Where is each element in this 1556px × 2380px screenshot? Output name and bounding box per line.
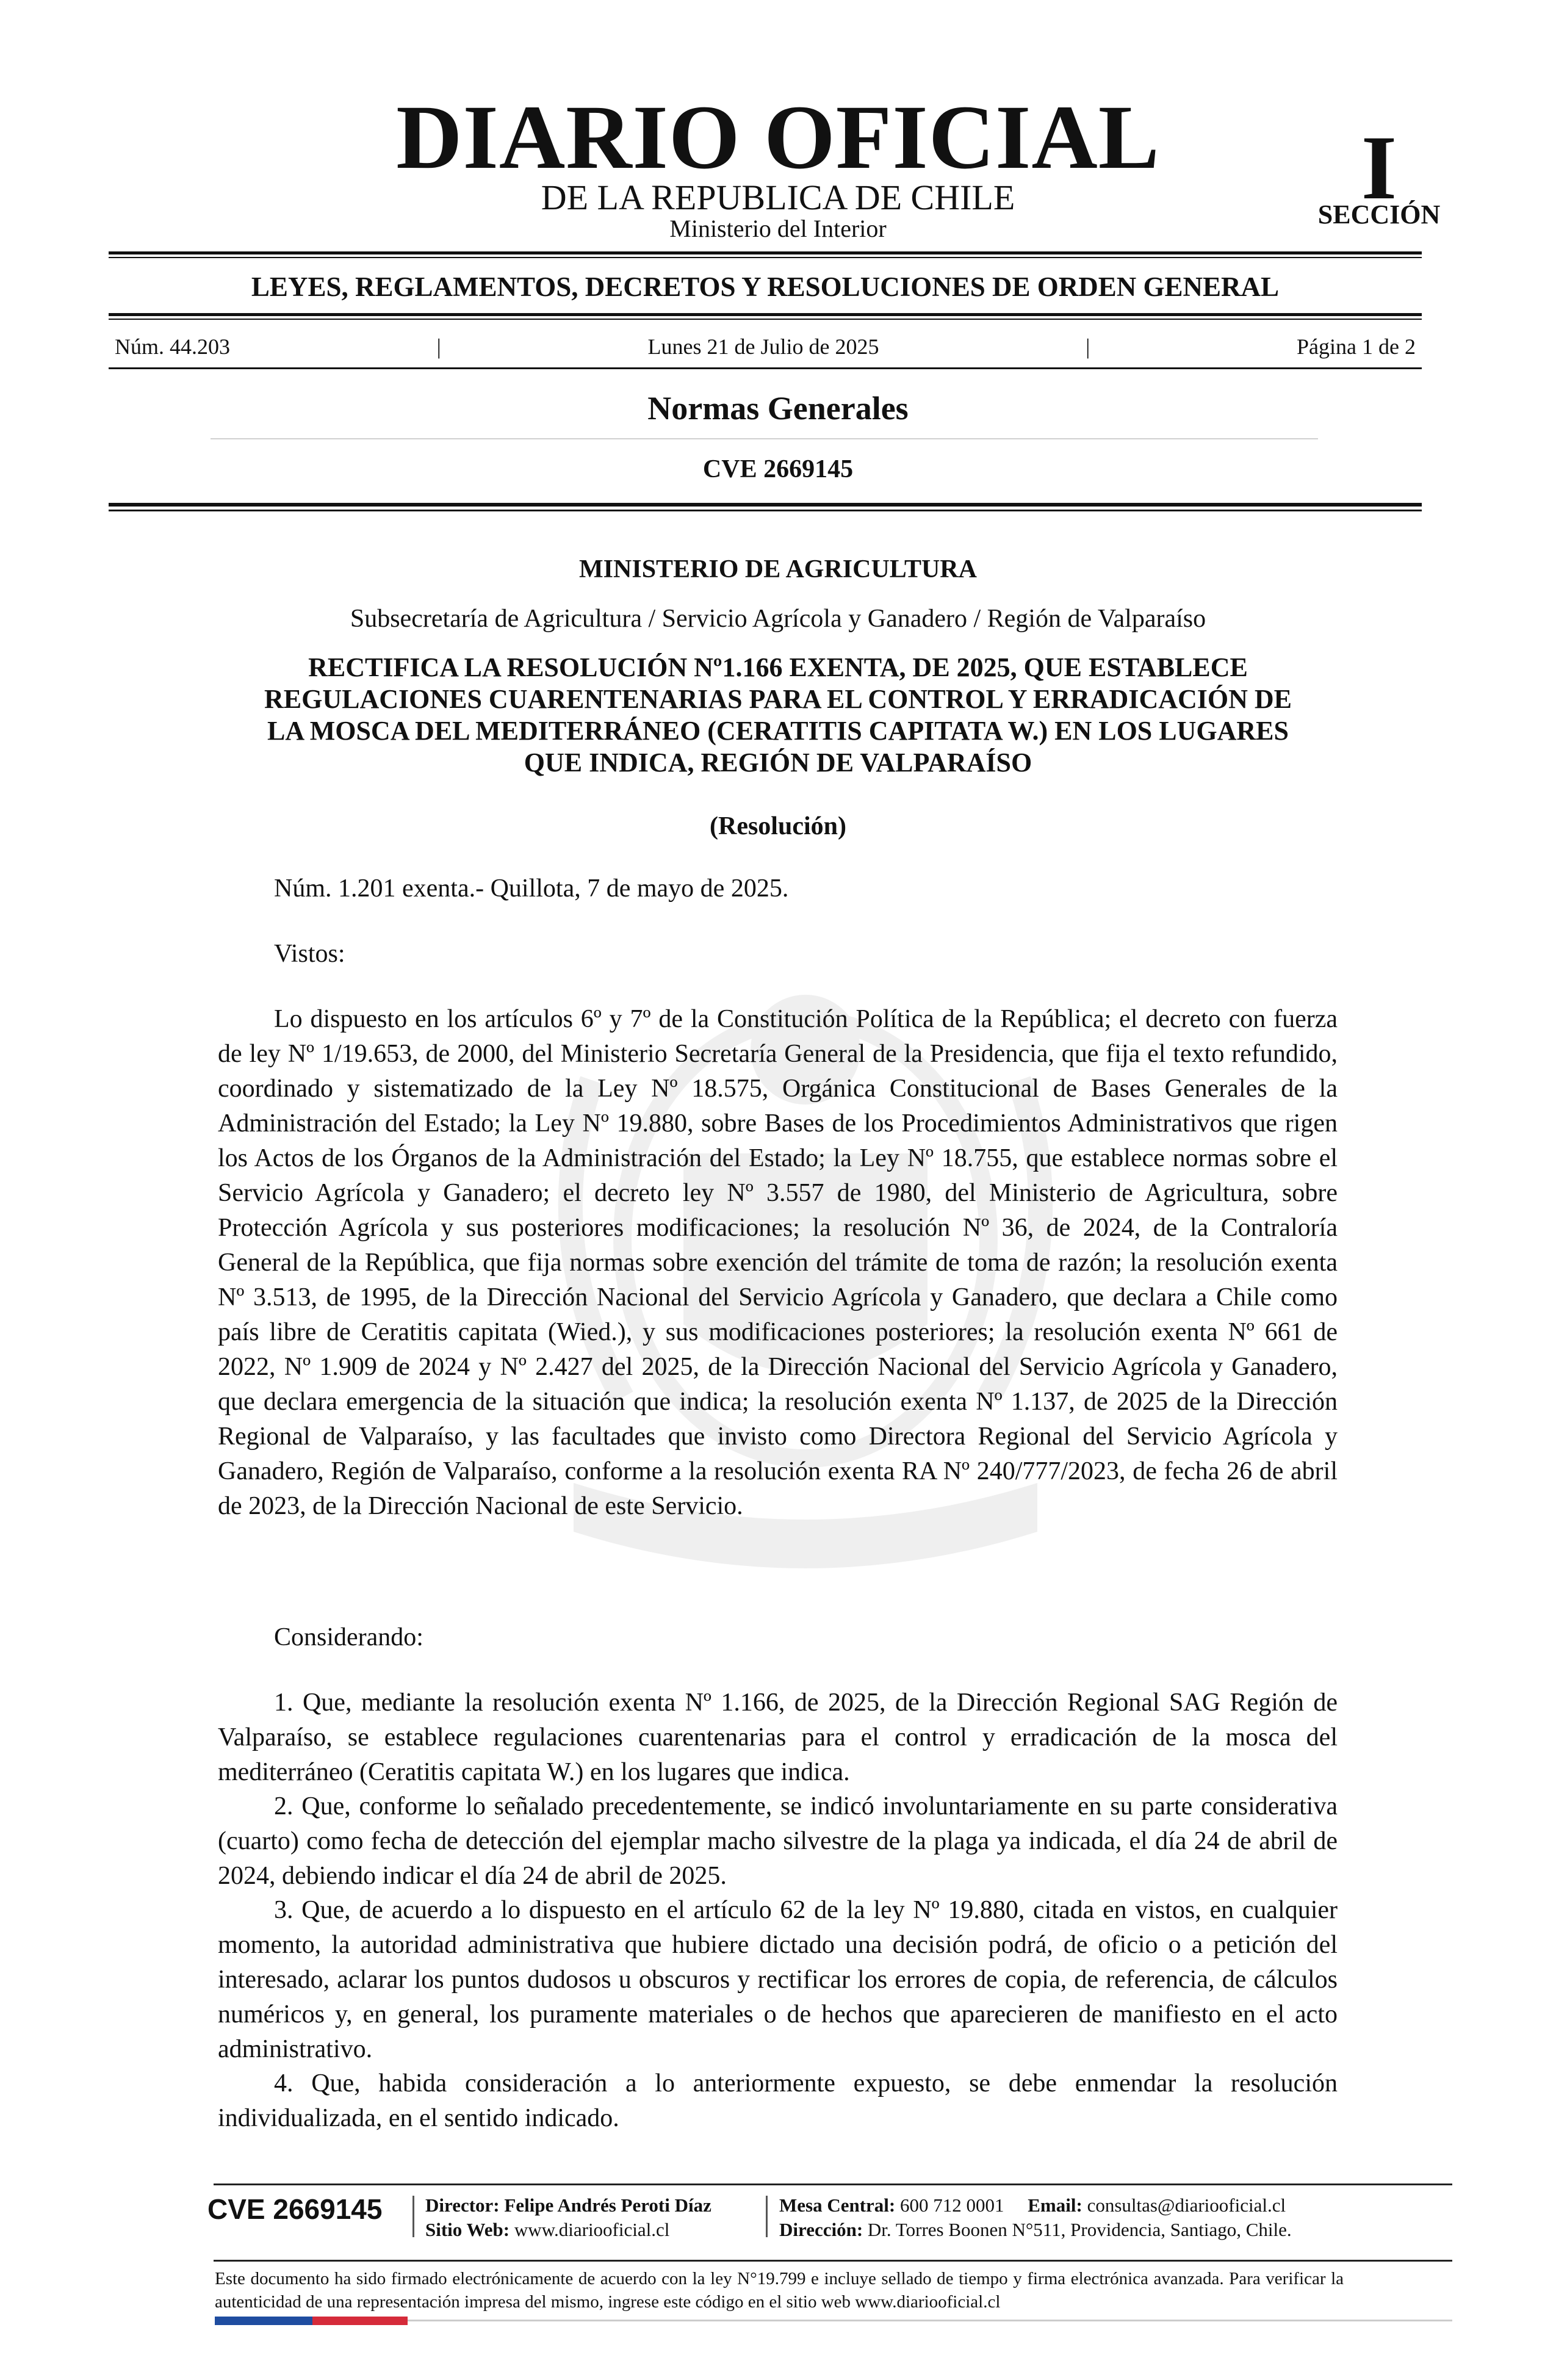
cve-heading: CVE 2669145 xyxy=(702,455,854,483)
resolution-title-line: QUE INDICA, REGIÓN DE VALPARAÍSO xyxy=(524,748,1032,777)
considerando-item-4: 4. Que, habida consideración a lo anteriormente expuesto, se debe enmendar la resolución individualizada, en el sentido indicado. xyxy=(218,2069,1338,2132)
resolution-title xyxy=(207,652,1349,779)
website-link[interactable]: www.diariooficial.cl xyxy=(514,2219,670,2240)
footer-cve-code: CVE 2669145 xyxy=(207,2193,383,2225)
resolution-title-line: RECTIFICA LA RESOLUCIÓN Nº1.166 EXENTA, DE 2025, QUE ESTABLECE xyxy=(308,652,1248,682)
email-link[interactable]: consultas@diariooficial.cl xyxy=(1087,2194,1286,2216)
section-number: I xyxy=(1361,117,1397,218)
section-label: SECCIÓN xyxy=(1317,200,1441,229)
document-type-label: (Resolución) xyxy=(710,812,846,840)
director-name: Felipe Andrés Peroti Díaz xyxy=(504,2194,711,2216)
resolution-title-line: LA MOSCA DEL MEDITERRÁNEO (CERATITIS CAPITATA W.) EN LOS LUGARES xyxy=(267,716,1289,746)
website-label: Sitio Web: xyxy=(425,2219,510,2240)
address-label: Dirección: xyxy=(779,2219,863,2240)
footer-director-line xyxy=(425,2193,711,2218)
band-title: LEYES, REGLAMENTOS, DECRETOS Y RESOLUCIONES DE ORDEN GENERAL xyxy=(251,272,1280,302)
meta-separator: | xyxy=(1086,334,1090,359)
flag-stripe-red xyxy=(312,2317,408,2325)
footer-rule-bottom xyxy=(214,2260,1452,2262)
section-heading-underline xyxy=(211,438,1318,439)
footer-rule-top xyxy=(214,2183,1452,2185)
header-rule-thick xyxy=(109,251,1422,254)
meta-separator: | xyxy=(436,334,441,359)
masthead-title: DIARIO OFICIAL xyxy=(396,87,1160,188)
band-rule-thin xyxy=(109,319,1422,320)
considerando-item-1: 1. Que, mediante la resolución exenta Nº 1.166, de 2025, de la Dirección Regional SAG Región de Valparaíso, se establece regulaciones cuarentenarias para el control y erradicación de la mosca del mediterráneo (Ceratitis capitata W.) en los lugares que indica. xyxy=(218,1689,1338,1786)
issue-meta-row xyxy=(115,336,1416,358)
considerando-item-2: 2. Que, conforme lo señalado precedentemente, se indicó involuntariamente en su parte considerativa (cuarto) como fecha de detección del ejemplar macho silvestre de la plaga ya indicada, el día 24 de abril de 2024, debiendo indicar el día 24 de abril de 2025. xyxy=(218,1792,1338,1890)
considerando-label: Considerando: xyxy=(274,1623,423,1651)
vistos-paragraph: Lo dispuesto en los artículos 6º y 7º de la Constitución Política de la República; el decreto con fuerza de ley Nº 1/19.653, de 2000, del Ministerio Secretaría General de la Presidencia, que fija el texto refundido, coordinado y sistematizado de la Ley Nº 18.575, Orgánica Constitucional de Bases Generales de la Administración del Estado; la Ley Nº 19.880, sobre Bases de los Procedimientos Administrativos que rigen los Actos de los Órganos de la Administración del Estado; la Ley Nº 18.755, que establece normas sobre el Servicio Agrícola y Ganadero; el decreto ley Nº 3.557 de 1980, del Ministerio de Agricultura, sobre Protección Agrícola y sus posteriores modificaciones; la resolución Nº 36, de 2024, de la Contraloría General de la República, que fija normas sobre exención del trámite de toma de razón; la resolución exenta Nº 3.513, de 1995, de la Dirección Nacional del Servicio Agrícola y Ganadero, que declara a Chile como país libre de Ceratitis capitata (Wied.), y sus modificaciones posteriores; la resolución exenta Nº 661 de 2022, Nº 1.909 de 2024 y Nº 2.427 del 2025, de la Dirección Nacional del Servicio Agrícola y Ganadero, que declara emergencia de la situación que indica; la resolución exenta Nº 1.137, de 2025 de la Dirección Regional de Valparaíso, y las facultades que invisto como Directora Regional del Servicio Agrícola y Ganadero, Región de Valparaíso, conforme a la resolución exenta RA Nº 240/777/2023, de fecha 26 de abril de 2023, de la Dirección Nacional de este Servicio. xyxy=(218,1005,1338,1520)
footer-divider xyxy=(766,2196,768,2237)
masthead-ministry: Ministerio del Interior xyxy=(669,215,887,242)
subsecretaria-line: Subsecretaría de Agricultura / Servicio Agrícola y Ganadero / Región de Valparaíso xyxy=(350,605,1206,633)
section-heading: Normas Generales xyxy=(647,390,909,427)
flag-stripe-blue xyxy=(215,2317,312,2325)
footer-legal-notice: Este documento ha sido firmado electrónicamente de acuerdo con la ley N°19.799 e incluye sellado de tiempo y firma electrónica avanzada. Para verificar la autenticidad de una representación impresa del mismo, ingrese este código en el sitio web www.diariooficial.cl xyxy=(215,2269,1344,2312)
flag-stripe-line xyxy=(408,2320,1452,2321)
issue-number: Núm. 44.203 xyxy=(115,334,230,359)
director-label: Director: xyxy=(425,2194,500,2216)
mesa-central-label: Mesa Central: xyxy=(779,2194,896,2216)
mesa-central-phone: 600 712 0001 xyxy=(900,2194,1004,2216)
issue-date: Lunes 21 de Julio de 2025 xyxy=(647,334,879,359)
resolution-number-line: Núm. 1.201 exenta.- Quillota, 7 de mayo de 2025. xyxy=(274,874,789,903)
footer-divider xyxy=(412,2196,414,2237)
email-label: Email: xyxy=(1028,2194,1082,2216)
cve-rule-thin xyxy=(109,510,1422,511)
band-rule-thick xyxy=(109,313,1422,316)
masthead-subtitle: DE LA REPUBLICA DE CHILE xyxy=(541,178,1015,217)
cve-rule-thick xyxy=(109,503,1422,507)
header-rule-thin xyxy=(109,257,1422,258)
footer-address-line xyxy=(779,2218,1292,2242)
vistos-label: Vistos: xyxy=(274,940,345,968)
resolution-title-line: REGULACIONES CUARENTENARIAS PARA EL CONTROL Y ERRADICACIÓN DE xyxy=(264,684,1292,714)
footer-website-line xyxy=(425,2218,669,2242)
ministry-heading: MINISTERIO DE AGRICULTURA xyxy=(579,555,977,583)
footer-contact-line xyxy=(779,2193,1286,2218)
page-indicator: Página 1 de 2 xyxy=(1297,334,1416,359)
considerando-item-3: 3. Que, de acuerdo a lo dispuesto en el artículo 62 de la ley Nº 19.880, citada en vistos, en cualquier momento, la autoridad administrativa que hubiere dictado una decisión podrá, de oficio o a petición del interesado, aclarar los puntos dudosos u obscuros y rectificar los errores de copia, de referencia, de cálculos numéricos y, en general, los puramente materiales o de hechos que aparecieren de manifiesto en el acto administrativo. xyxy=(218,1896,1338,2063)
address-value: Dr. Torres Boonen N°511, Providencia, Santiago, Chile. xyxy=(867,2219,1292,2240)
meta-rule xyxy=(109,367,1422,369)
